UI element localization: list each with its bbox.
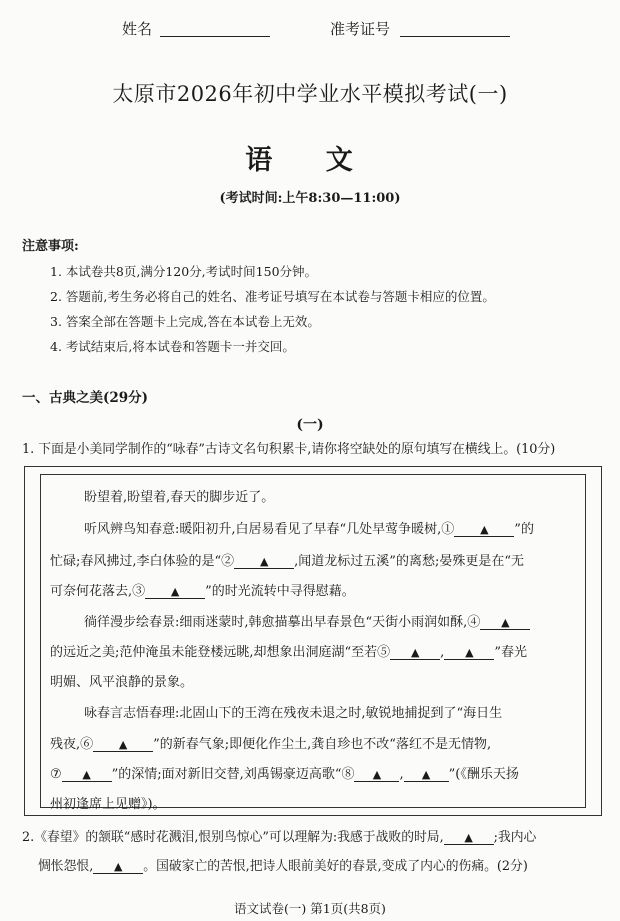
- answer-blank-5a[interactable]: ▲: [390, 646, 440, 660]
- answer-blank-q2b[interactable]: ▲: [93, 860, 143, 874]
- card-line: 残夜,⑥ ▲ ”的新春气象;即便化作尘土,龚自珍也不改“落红不是无情物,: [50, 737, 492, 752]
- name-field[interactable]: [160, 36, 270, 37]
- answer-blank-q2a[interactable]: ▲: [444, 831, 494, 845]
- card-line: 听风辨鸟知春意:暖阳初升,白居易看见了早春“几处早莺争暖树,① ▲ ”的: [84, 522, 534, 537]
- answer-blank-6[interactable]: ▲: [93, 738, 153, 752]
- answer-blank-8b[interactable]: ▲: [404, 768, 449, 782]
- card-line: 的远近之美;范仲淹虽未能登楼远眺,却想象出洞庭湖“至若⑤ ▲ , ▲ ”春光: [50, 645, 527, 660]
- subject-title: 语 文: [245, 145, 375, 176]
- answer-blank-1[interactable]: ▲: [454, 523, 514, 537]
- id-field[interactable]: [400, 36, 510, 37]
- question-2: 2.《春望》的颔联“感时花溅泪,恨别鸟惊心”可以理解为:我感于战败的时局, ▲ ;我内心: [22, 830, 537, 845]
- card-line: ⑦ ▲ ”的深情;面对新旧交替,刘禹锡豪迈高歌“⑧ ▲ , ▲ ”(《酬乐天扬: [50, 767, 519, 782]
- part-heading: (一): [296, 417, 324, 433]
- answer-blank-2[interactable]: ▲: [234, 555, 294, 569]
- question-2-cont: 惆怅怨恨, ▲ 。国破家亡的苦恨,把诗人眼前美好的春景,变成了内心的伤痛。(2分): [38, 859, 528, 874]
- answer-blank-5b[interactable]: ▲: [444, 646, 494, 660]
- page-footer: 语文试卷(一) 第1页(共8页): [234, 901, 386, 916]
- answer-blank-4[interactable]: ▲: [480, 616, 530, 630]
- name-label: 姓名: [122, 20, 153, 38]
- exam-time: (考试时间:上午8:30—11:00): [219, 191, 401, 206]
- card-line: 盼望着,盼望着,春天的脚步近了。: [84, 490, 275, 505]
- answer-blank-3[interactable]: ▲: [145, 585, 205, 599]
- exam-title: 太原市2026年初中学业水平模拟考试(一): [112, 82, 508, 106]
- question-1: 1. 下面是小美同学制作的“咏春”古诗文名句积累卡,请你将空缺处的原句填写在横线上。(10分): [22, 442, 556, 457]
- card-line: 徜徉漫步绘春景:细雨迷蒙时,韩愈描摹出早春景色“天街小雨润如酥,④ ▲: [84, 611, 530, 630]
- answer-blank-7[interactable]: ▲: [62, 768, 112, 782]
- card-line: 咏春言志悟春理:北固山下的王湾在残夜未退之时,敏锐地捕捉到了“海日生: [84, 706, 503, 721]
- note-item: 2. 答题前,考生务必将自己的姓名、准考证号填写在本试卷与答题卡相应的位置。: [50, 289, 495, 304]
- id-label: 准考证号: [330, 20, 391, 38]
- card-line: 明媚、风平浪静的景象。: [50, 675, 194, 690]
- note-item: 1. 本试卷共8页,满分120分,考试时间150分钟。: [50, 264, 318, 279]
- note-item: 3. 答案全部在答题卡上完成,答在本试卷上无效。: [50, 314, 320, 329]
- note-item: 4. 考试结束后,将本试卷和答题卡一并交回。: [50, 339, 295, 354]
- section-heading: 一、古典之美(29分): [22, 390, 149, 406]
- card-line: 州初逢席上见赠》)。: [50, 797, 166, 812]
- answer-blank-8a[interactable]: ▲: [354, 768, 399, 782]
- card-line: 忙碌;春风拂过,李白体验的是“② ▲ ,闻道龙标过五溪”的离愁;晏殊更是在“无: [50, 554, 524, 569]
- card-line: 可奈何花落去,③ ▲ ”的时光流转中寻得慰藉。: [50, 584, 355, 599]
- notes-heading: 注意事项:: [22, 239, 79, 254]
